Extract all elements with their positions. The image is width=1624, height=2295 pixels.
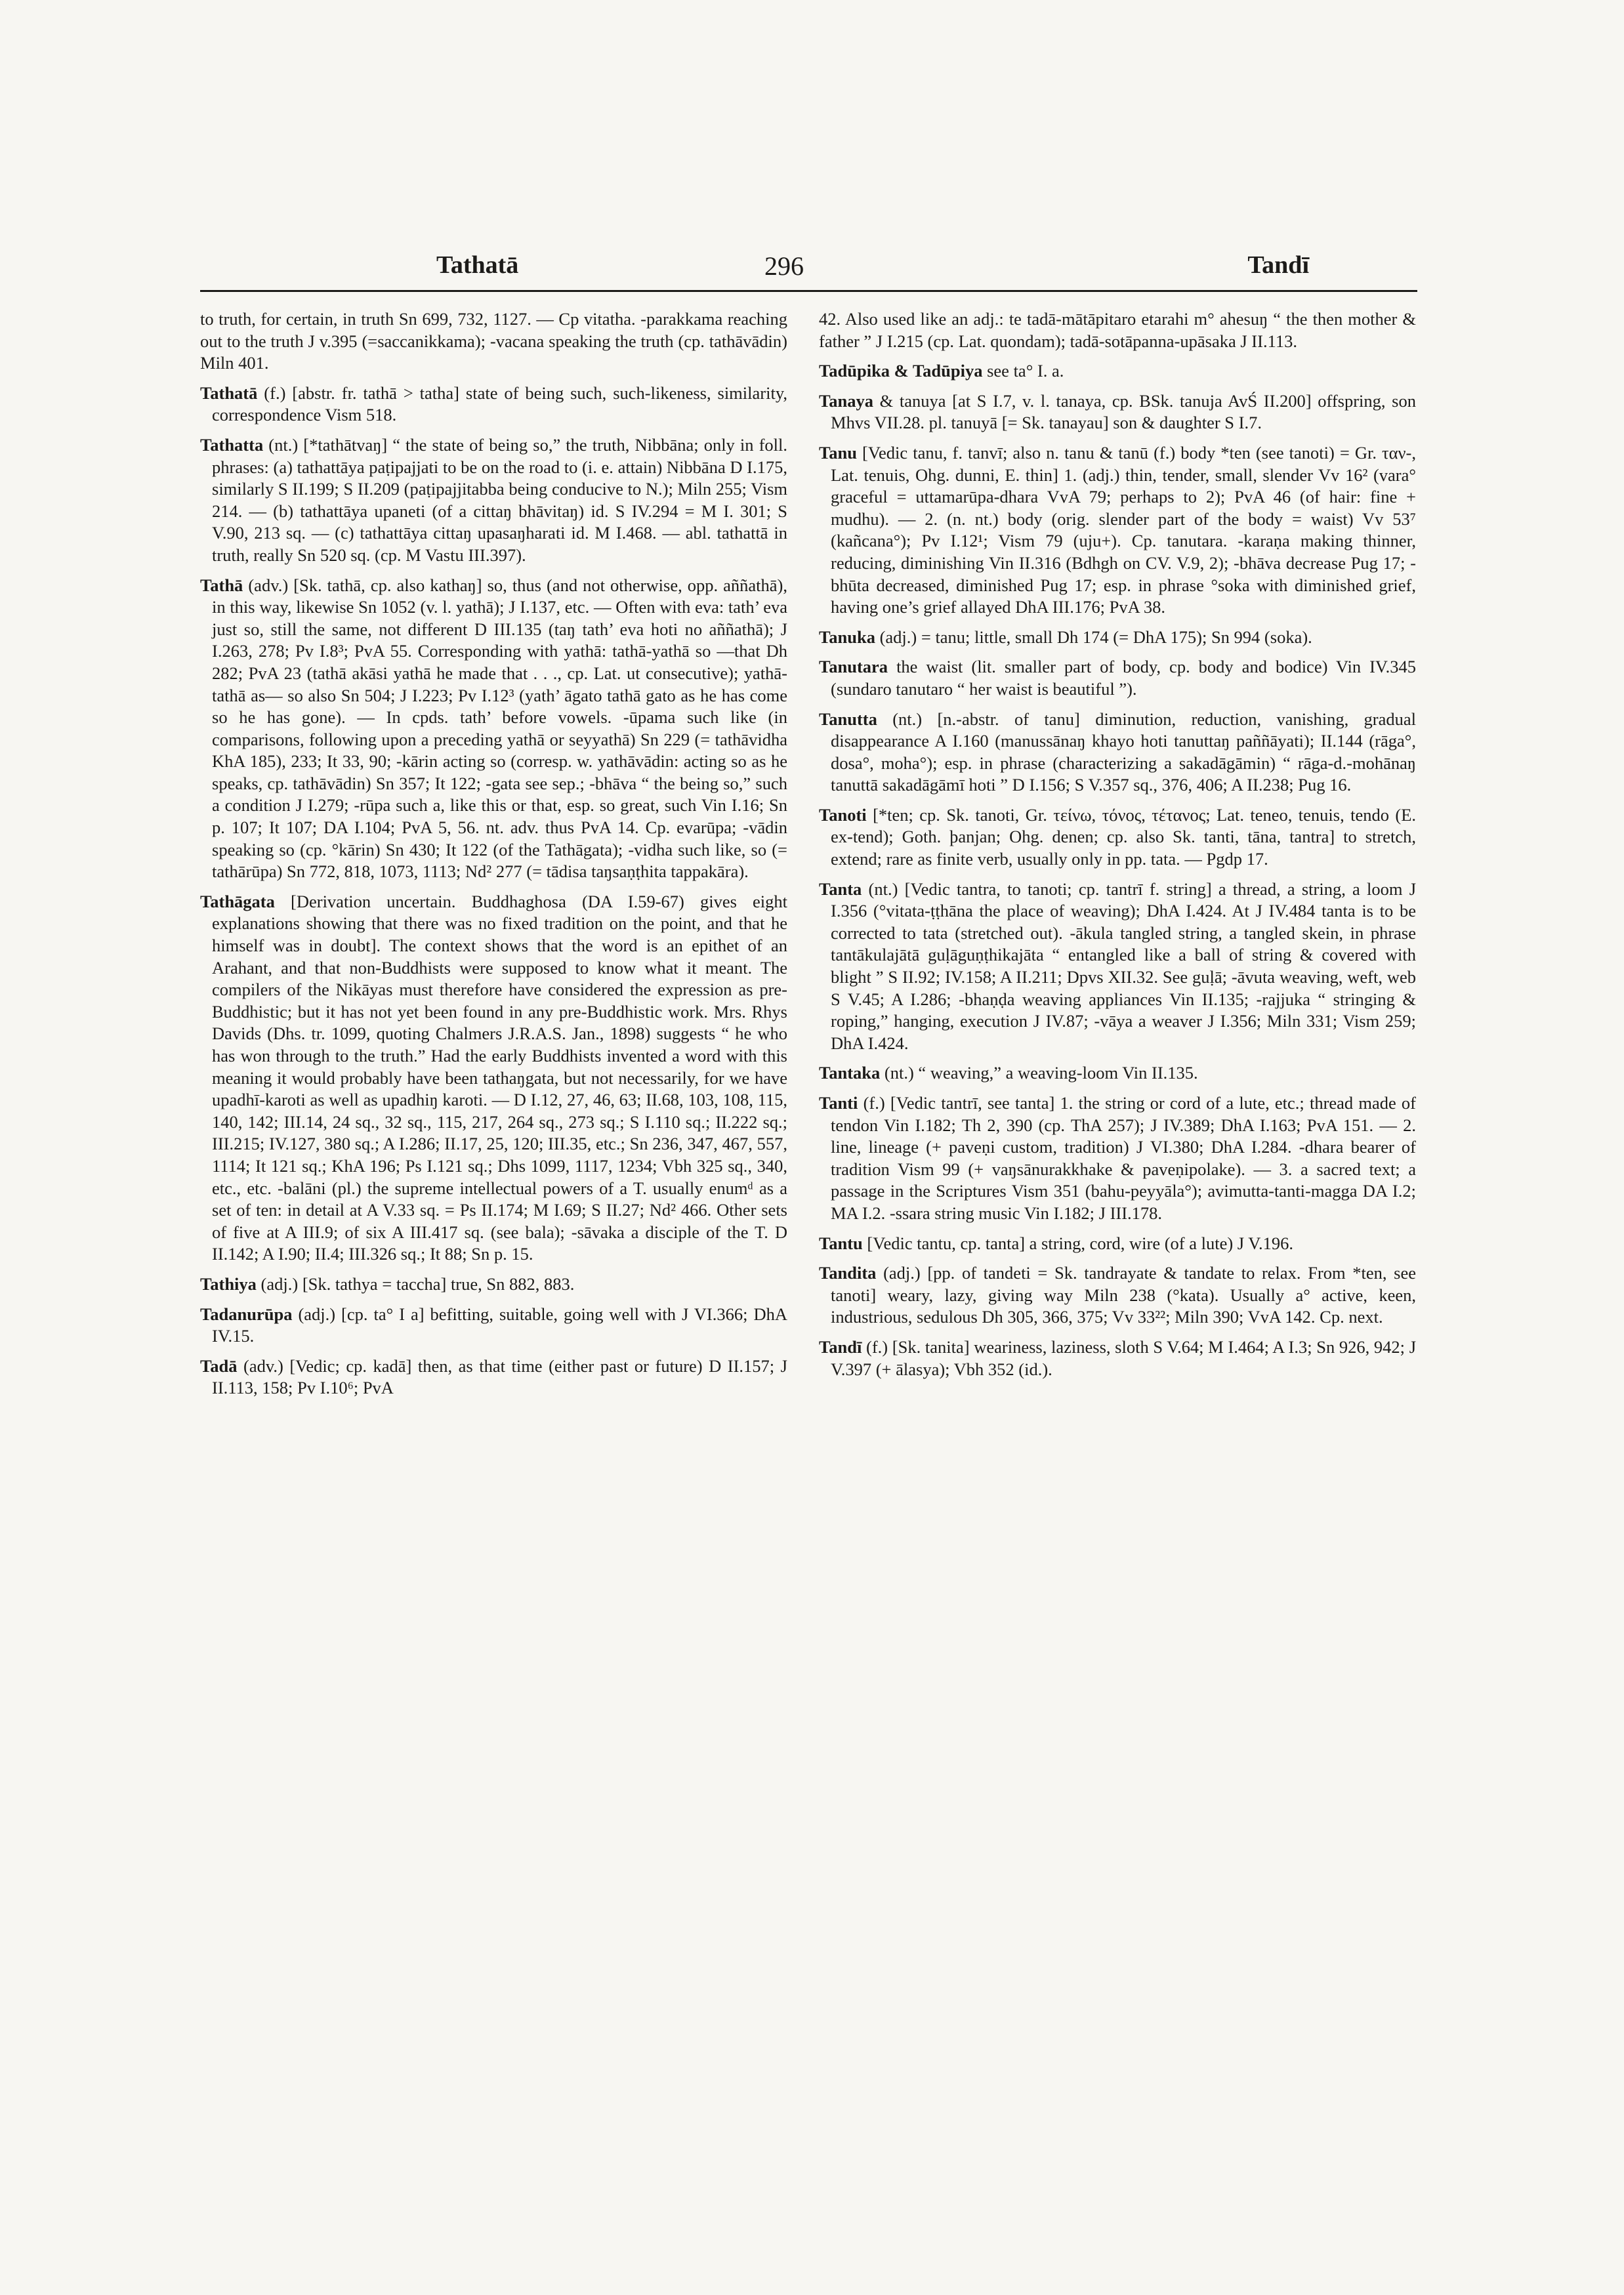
right-column <box>819 308 1416 1388</box>
dictionary-entry <box>819 804 1416 871</box>
header-rule <box>200 290 1417 292</box>
entry-headword: Tantaka <box>819 1063 881 1083</box>
entry-definition: (f.) [abstr. fr. tathā > tatha] state of being such, such-likeness, similarity, correspondence Vism 518. <box>212 382 787 425</box>
dictionary-entry <box>819 390 1416 434</box>
entry-definition: [Vedic tantu, cp. tanta] a string, cord, wire (of a lute) J V.196. <box>867 1233 1293 1253</box>
dictionary-entry <box>200 434 787 567</box>
entry-headword: Tanoti <box>819 804 867 825</box>
entry-definition: (f.) [Sk. tanita] weariness, laziness, sloth S V.64; M I.464; A I.3; Sn 926, 942; J V.397 (+ ālasya); Vbh 352 (id.). <box>831 1336 1417 1379</box>
dictionary-entry <box>200 1355 787 1399</box>
entry-definition: (adj.) [pp. of tandeti = Sk. tandrayate & tandate to relax. From *ten, see tanoti] weary, lazy, giving way Miln 238 (°kata). Usually a° active, keen, industrious, sedulous Dh 305, 366, 375; Vv 33²²; Miln 390; VvA 142. Cp. next. <box>831 1263 1417 1327</box>
dictionary-entry <box>200 891 787 1266</box>
left-column <box>200 308 787 1407</box>
dictionary-entry <box>819 1262 1416 1329</box>
dictionary-entry <box>819 1062 1416 1085</box>
entry-definition: (adj.) = tanu; little, small Dh 174 (= DhA 175); Sn 994 (soka). <box>879 627 1312 647</box>
entry-headword: Tadā <box>200 1355 238 1376</box>
entry-headword: Tanta <box>819 879 862 899</box>
entry-headword: Tathatā <box>200 382 258 403</box>
entry-definition: [Vedic tanu, f. tanvī; also n. tanu & tanū (f.) body *ten (see tanoti) = Gr. ταν-, Lat. tenuis, Ohg. dunni, E. thin] 1. (adj.) thin, tender, small, slender Vv 16² (vara° graceful = uttamarūpa-dhara VvA 79; perhaps to 2); PvA 46 (of hair: fine + mudhu). — 2. (n. nt.) body (orig. slender part of the body = waist) Vv 53⁷ (kañcana°); Pv I.12¹; Vism 79 (uju+). Cp. tanutara. -karaṇa making thinner, reducing, diminishing Vin II.316 (Bdhgh on CV. V.9, 2); -bhāva decrease Pug 17; -bhūta decreased, diminished Pug 17; esp. in phrase °soka with diminished grief, having one’s grief allayed DhA III.176; PvA 38. <box>831 442 1416 617</box>
entry-definition: [Derivation uncertain. Buddhaghosa (DA I.59-67) gives eight explanations showing that there was no fixed tradition on the point, and that he himself was in doubt]. The context shows that the word is an epithet of an Arahant, and that non-Buddhists were supposed to know what it meant. The compilers of the Nikāyas must therefore have considered the expression as pre-Buddhistic; but it has not yet been found in any pre-Buddhistic work. Mrs. Rhys Davids (Dhs. tr. 1099, quoting Chalmers J.R.A.S. Jan., 1898) suggests “ he who has won through to the truth.” Had the early Buddhists invented a word with this meaning it would probably have been tathaŋgata, but not necessarily, for we have upadhī-karoti as well as upadhiŋ karoti. — D I.12, 27, 46, 63; II.68, 103, 108, 115, 140, 142; III.14, 24 sq., 32 sq., 115, 217, 264 sq., 273 sq.; S I.110 sq.; II.222 sq.; III.215; IV.127, 380 sq.; A I.286; II.17, 25, 120; III.35, etc.; Sn 236, 347, 467, 557, 1114; It 121 sq.; KhA 196; Ps I.121 sq.; Dhs 1099, 1117, 1234; Vbh 325 sq., 340, etc., etc. -balāni (pl.) the supreme intellectual powers of a T. usually enumᵈ as a set of ten: in detail at A V.33 sq. = Ps II.174; M I.69; S II.27; Nd² 466. Other sets of five at A III.9; of six A III.417 sq. (see bala); -sāvaka a disciple of the T. D II.142; A I.90; II.4; III.326 sq.; It 88; Sn p. 15. <box>212 891 787 1264</box>
dictionary-entry <box>819 627 1416 649</box>
entry-definition: see ta° I. a. <box>987 361 1064 381</box>
entry-headword: Tantu <box>819 1233 863 1253</box>
entry-headword: Tathiya <box>200 1273 257 1294</box>
header-right-word: Tandī <box>1247 251 1309 279</box>
entry-definition: (nt.) [n.-abstr. of tanu] diminution, reduction, vanishing, gradual disappearance A I.160 (manussānaŋ khayo hoti tanuttaŋ paññāyati); II.144 (rāga°, dosa°, moha°); esp. in phrase (characterizing a sakadāgāmin) “ rāga-d.-mohānaŋ tanuttā sakadāgāmī hoti ” D I.156; S V.357 sq., 376, 406; A II.238; Pug 16. <box>831 709 1416 795</box>
entry-definition: (nt.) “ weaving,” a weaving-loom Vin II.135. <box>884 1063 1198 1083</box>
dictionary-entry <box>200 1273 787 1296</box>
entry-headword: Tadūpika & Tadūpiya <box>819 361 983 381</box>
running-header <box>200 251 1421 291</box>
dictionary-entry <box>200 575 787 883</box>
entry-headword: Tanutta <box>819 709 877 729</box>
dictionary-entry <box>200 382 787 426</box>
entry-headword: Tadanurūpa <box>200 1304 293 1324</box>
dictionary-entry <box>819 1336 1416 1380</box>
entry-definition: (f.) [Vedic tantrī, see tanta] 1. the string or cord of a lute, etc.; thread made of tendon Vin I.182; Th 2, 390 (cp. ThA 257); J IV.389; DhA I.163; PvA 151. — 2. line, lineage (+ paveṇi custom, tradition) J VI.380; DhA I.284. -dhara bearer of tradition Vism 99 (+ vaŋsānurakkhake & paveṇipolake). — 3. a sacred text; a passage in the Scriptures Vism 351 (bahu-peyyāla°); avimutta-tanti-magga DA I.2; MA I.2. -ssara string music Vin I.182; J III.178. <box>831 1093 1416 1223</box>
entry-headword: Tathāgata <box>200 891 275 911</box>
entry-headword: Tanti <box>819 1093 858 1113</box>
entry-headword: Tanutara <box>819 657 888 677</box>
entry-definition: & tanuya [at S I.7, v. l. tanaya, cp. BSk. tanuja AvŚ II.200] offspring, son Mhvs VII.28. pl. tanuyā [= Sk. tanayau] son & daughter S I.7. <box>831 390 1416 433</box>
entry-definition: (nt.) [*tathātvaŋ] “ the state of being so,” the truth, Nibbāna; only in foll. phrases: (a) tathattāya paṭipajjati to be on the road to (i. e. attain) Nibbāna D I.175, similarly S II.199; S II.209 (paṭipajjitabba being conducive to N.); Miln 255; Vism 214. — (b) tathattāya upaneti (of a cittaŋ bhāvitaŋ) id. S IV.294 = M I. 301; S V.90, 213 sq. — (c) tathattāya cittaŋ upasaŋharati id. M I.468. — abl. tathattā in truth, really Sn 520 sq. (cp. M Vastu III.397). <box>212 434 787 565</box>
entry-definition: to truth, for certain, in truth Sn 699, 732, 1127. — Cp vitatha. -parakkama reaching out to the truth J v.395 (=saccanikkama); -vacana speaking the truth (cp. tathāvādin) Miln 401. <box>200 309 787 373</box>
dictionary-entry <box>819 879 1416 1055</box>
page-number: 296 <box>764 251 804 281</box>
dictionary-entry <box>200 308 787 375</box>
entry-headword: Tanuka <box>819 627 875 647</box>
dictionary-entry <box>819 709 1416 796</box>
entry-headword: Tandita <box>819 1263 877 1283</box>
entry-definition: (adj.) [cp. ta° I a] befitting, suitable, going well with J VI.366; DhA IV.15. <box>212 1304 787 1346</box>
entry-headword: Tathā <box>200 575 243 595</box>
dictionary-entry <box>819 1233 1416 1255</box>
entry-definition: 42. Also used like an adj.: te tadā-mātāpitaro etarahi m° ahesuŋ “ the then mother & father ” J I.215 (cp. Lat. quondam); tadā-sotāpanna-upāsaka J II.113. <box>819 309 1416 351</box>
entry-headword: Tathatta <box>200 434 264 455</box>
dictionary-entry <box>200 1304 787 1348</box>
entry-headword: Tanaya <box>819 390 873 411</box>
entry-headword: Tandī <box>819 1336 862 1357</box>
dictionary-entry <box>819 308 1416 352</box>
entry-definition: the waist (lit. smaller part of body, cp. body and bodice) Vin IV.345 (sundaro tanutaro “ her waist is beautiful ”). <box>831 657 1416 699</box>
dictionary-entry <box>819 656 1416 700</box>
header-left-word: Tathatā <box>436 251 519 279</box>
dictionary-entry <box>819 1092 1416 1225</box>
entry-definition: [*ten; cp. Sk. tanoti, Gr. τείνω, τόνος, τέτανος; Lat. teneo, tenuis, tendo (E. ex-tend); Goth. þanjan; Ohg. denen; cp. also Sk. tanti, tāna, tantra] to stretch, extend; rare as finite verb, usually only in pp. tata. — Pgdp 17. <box>831 804 1417 869</box>
dictionary-entry <box>819 442 1416 619</box>
dictionary-entry <box>819 360 1416 382</box>
entry-headword: Tanu <box>819 442 857 463</box>
entry-definition: (nt.) [Vedic tantra, to tanoti; cp. tantrī f. string] a thread, a string, a loom J I.356 (°vitata-ṭṭhāna the place of weaving); DhA I.424. At J IV.484 tanta is to be corrected to tata (stretched out). -ākula tangled string, a tangled skein, in phrase tantākulajātā guḷāguṇṭhikajāta “ entangled like a ball of string & covered with blight ” S II.92; IV.158; A II.211; Dpvs XII.32. See guḷā; -āvuta weaving, weft, web S V.45; A I.286; -bhaṇḍa weaving appliances Vin II.135; -rajjuka “ stringing & roping,” hanging, execution J IV.87; -vāya a weaver J I.356; Miln 331; Vism 259; DhA I.424. <box>831 879 1417 1053</box>
entry-definition: (adv.) [Sk. tathā, cp. also kathaŋ] so, thus (and not otherwise, opp. aññathā), in this way, likewise Sn 1052 (v. l. yathā); J I.137, etc. — Often with eva: tath’ eva just so, still the same, not different D III.135 (taŋ tath’ eva hoti no aññathā); J I.263, 278; Pv I.8³; PvA 55. Corresponding with yathā: tathā-yathā so —that Dh 282; PvA 23 (tathā akāsi yathā he made that . . ., cp. Lat. ut consecutive); yathā-tathā as— so also Sn 504; J I.223; Pv I.12³ (yath’ āgato tathā gato as he has come so he has gone). — In cpds. tath’ before vowels. -ūpama such like (in comparisons, following upon a preceding yathā or seyyathā) Sn 229 (= tathāvidha KhA 185), 233; It 33, 90; -kārin acting so (corresp. w. yathāvādin: acting so as he speaks, cp. tathāvādin) Sn 357; It 122; -gata see sep.; -bhāva “ the being so,” such a condition J I.279; -rūpa such a, like this or that, esp. so great, such Vin I.16; Sn p. 107; It 107; DA I.104; PvA 5, 56. nt. adv. thus PvA 14. Cp. evarūpa; -vādin speaking so (cp. °kārin) Sn 430; It 122 (of the Tathāgata); -vidha such like, so (= tathārūpa) Sn 772, 818, 1073, 1113; Nd² 277 (= tādisa taŋsaṇṭhita tappakāra). <box>212 575 787 882</box>
entry-definition: (adj.) [Sk. tathya = taccha] true, Sn 882, 883. <box>260 1273 575 1294</box>
entry-definition: (adv.) [Vedic; cp. kadā] then, as that time (either past or future) D II.157; J II.113, 158; Pv I.10⁶; PvA <box>212 1355 787 1398</box>
